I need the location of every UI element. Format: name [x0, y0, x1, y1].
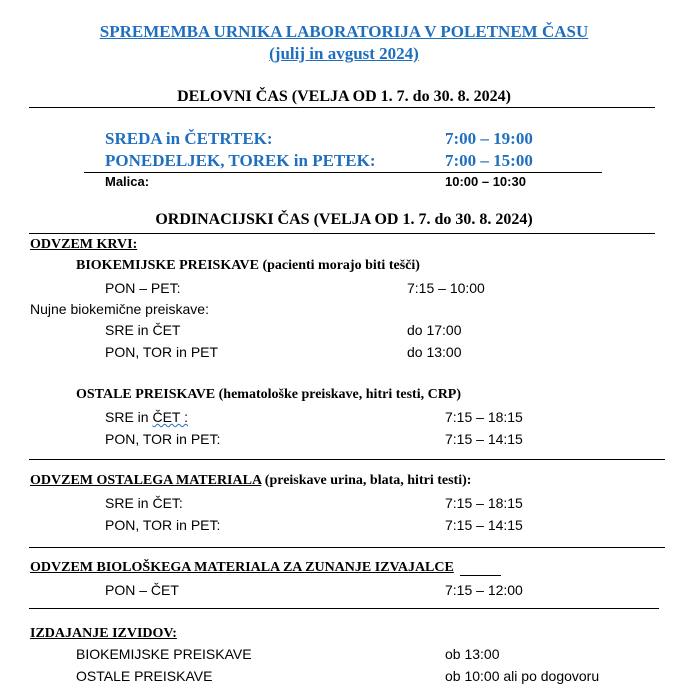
other-material-days-2: PON, TOR in PET: [105, 517, 221, 533]
other-material-heading [30, 473, 471, 489]
other-tests-time-1: 7:15 – 18:15 [445, 409, 523, 425]
title-line-2: (julij in avgust 2024) [269, 44, 419, 63]
divider [29, 459, 665, 460]
biochem-title: BIOKEMIJSKE PREISKAVE (pacienti morajo biti tešči) [76, 258, 420, 273]
blood-heading: ODVZEM KRVI: [30, 237, 138, 252]
divider [29, 107, 655, 108]
other-tests-time-2: 7:15 – 14:15 [445, 431, 523, 447]
other-tests-days-1 [105, 409, 188, 425]
working-hours-heading: DELOVNI ČAS (VELJA OD 1. 7. do 30. 8. 2024) [177, 88, 511, 105]
other-tests-days-1-word: ČET : [152, 409, 188, 425]
other-material-heading-main: ODVZEM OSTALEGA MATERIALA [30, 473, 262, 488]
divider [84, 172, 602, 173]
lunch-time: 10:00 – 10:30 [445, 174, 526, 189]
title-line-1: SPREMEMBA URNIKA LABORATORIJA V POLETNEM ČASU [99, 22, 589, 41]
urgent-days-2: PON, TOR in PET [105, 344, 219, 360]
biochem-time: 7:15 – 10:00 [407, 280, 485, 296]
bio-material-heading: ODVZEM BIOLOŠKEGA MATERIALA ZA ZUNANJE IZVAJALCE [30, 560, 454, 575]
reports-label-1: BIOKEMIJSKE PREISKAVE [76, 646, 252, 662]
other-material-time-2: 7:15 – 14:15 [445, 517, 523, 533]
lunch-label: Malica: [105, 174, 150, 189]
reports-label-2: OSTALE PREISKAVE [76, 668, 213, 684]
reports-time-1: ob 13:00 [445, 646, 500, 662]
reports-heading: IZDAJANJE IZVIDOV: [30, 626, 177, 641]
urgent-label: Nujne biokemične preiskave: [30, 301, 209, 317]
other-tests-title: OSTALE PREISKAVE (hematološke preiskave, hitri testi, CRP) [76, 387, 462, 402]
working-time-2: 7:00 – 15:00 [445, 151, 533, 170]
heading-underline-extension [460, 575, 501, 576]
bio-material-days: PON – ČET [105, 582, 179, 598]
other-tests-days-1-prefix: SRE in [105, 409, 153, 425]
urgent-time-1: do 17:00 [407, 322, 462, 338]
other-material-time-1: 7:15 – 18:15 [445, 495, 523, 511]
working-days-1: SREDA in ČETRTEK: [105, 129, 273, 148]
bio-material-time: 7:15 – 12:00 [445, 582, 523, 598]
biochem-days: PON – PET: [105, 280, 181, 296]
other-tests-days-2: PON, TOR in PET: [105, 431, 221, 447]
divider [29, 547, 665, 548]
urgent-time-2: do 13:00 [407, 344, 462, 360]
office-hours-heading: ORDINACIJSKI ČAS (VELJA OD 1. 7. do 30. 8. 2024) [155, 211, 533, 228]
divider [29, 608, 659, 609]
other-material-days-1: SRE in ČET: [105, 495, 183, 511]
urgent-days-1: SRE in ČET [105, 322, 181, 338]
reports-time-2: ob 10:00 ali po dogovoru [445, 668, 600, 684]
working-time-1: 7:00 – 19:00 [445, 129, 533, 148]
divider [29, 233, 655, 234]
working-days-2: PONEDELJEK, TOREK in PETEK: [105, 151, 376, 170]
other-material-heading-note: (preiskave urina, blata, hitri testi): [261, 473, 472, 488]
